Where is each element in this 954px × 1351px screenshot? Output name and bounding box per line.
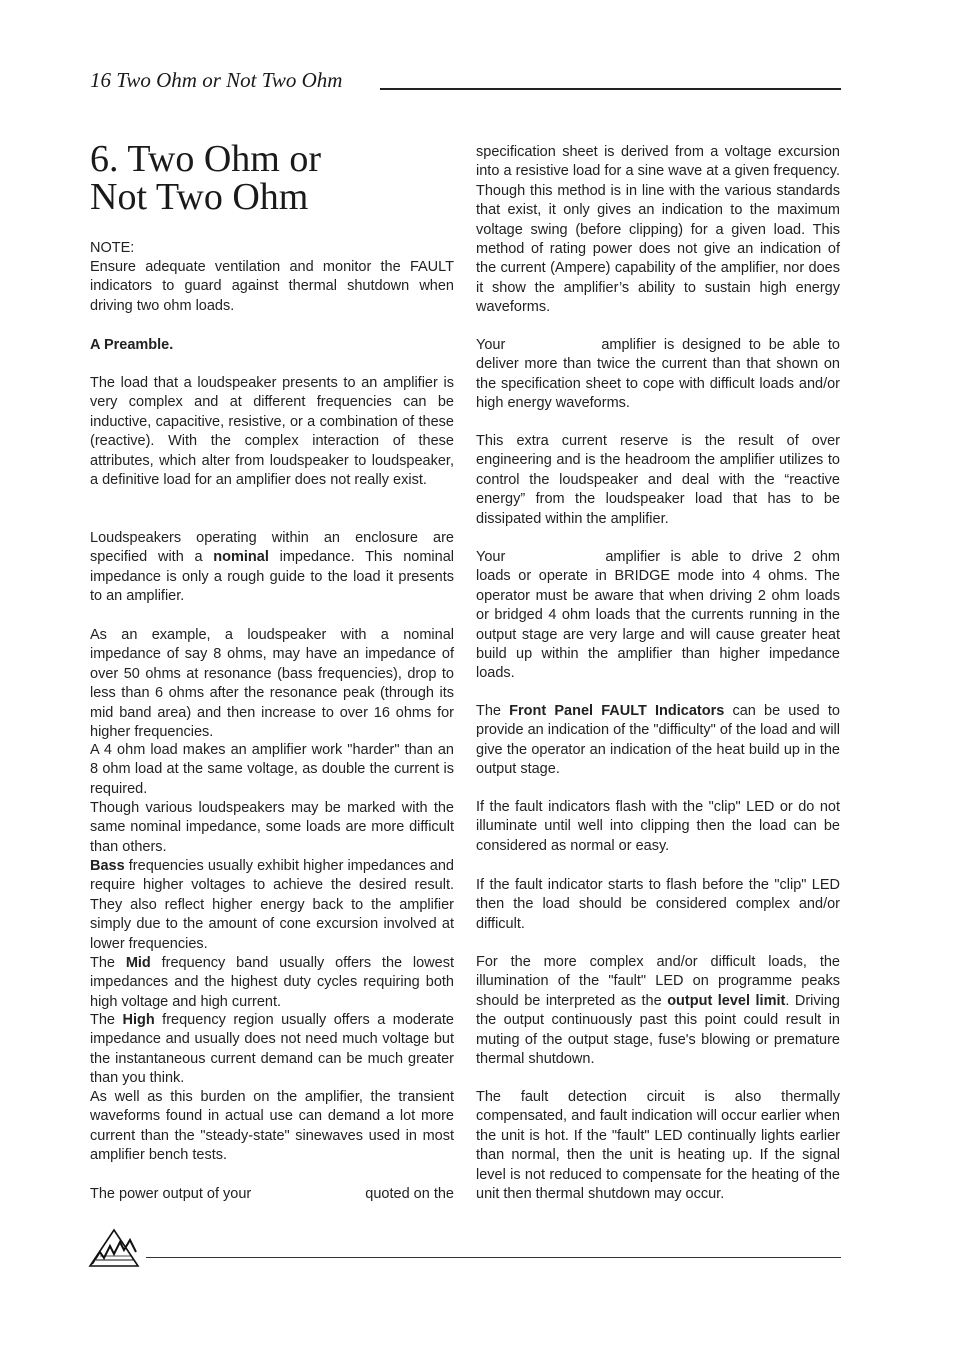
header-rule xyxy=(380,88,841,90)
bold-term: High xyxy=(122,1012,155,1028)
text-run: frequencies usually exhibit higher impedances and require higher voltages to achieve the desired result. They also reflect higher energy back to the amplifier simply due to the amount of cone excursion involved at lower frequencies. xyxy=(90,858,454,952)
text-run: For the more complex and/or difficult loads, the illumination of the "fault" LED on programme peaks should be interpreted as the xyxy=(476,954,840,1009)
paragraph-high xyxy=(90,1011,454,1089)
bold-term: Bass xyxy=(90,858,125,874)
text-run: The xyxy=(90,1012,123,1028)
paragraph-power-output xyxy=(90,1185,454,1204)
text-run: frequency band usually offers the lowest impedances and the highest duty cycles requiring both high voltage and high current. xyxy=(90,955,454,1010)
text-run: can be used to provide an indication of the "difficulty" of the load and will give the operator an indication of the heat build up in the output stage. xyxy=(476,703,841,778)
text-run: frequency region usually offers a moderate impedance and usually does not need much voltage but the instantaneous current demand can be much greater than you think. xyxy=(90,1012,454,1087)
chapter-title xyxy=(90,140,321,216)
paragraph-transient: As well as this burden on the amplifier, the transient waveforms found in actual use can demand a lot more current than the "steady-state" sinewaves used in most amplifier bench tests. xyxy=(90,1089,454,1164)
preamble-heading xyxy=(90,336,454,355)
paragraph-four-ohm: A 4 ohm load makes an amplifier work "harder" than an 8 ohm load at the same voltage, as double the current is required. xyxy=(90,742,454,797)
text-run: amplifier is able to drive 2 ohm loads or operate in BRIDGE mode into 4 ohms. The operator must be aware that when driving 2 ohm loads or bridged 4 ohm loads that the currents running in the output stage are very large and will cause greater heat build up within the amplifier than higher impedance loads. xyxy=(476,549,840,682)
text-run: The power output of your xyxy=(90,1186,252,1202)
text-run: The xyxy=(476,703,510,719)
note-label: NOTE: xyxy=(90,240,135,256)
paragraph-specification-sheet: specification sheet is derived from a voltage excursion into a resistive load for a sine wave at a given frequency. Though this method is in line with the various standards that exist, it only gives an indication to the maximum voltage swing (before clipping) for a given load. This method of rating power does not give an indication of the current (Ampere) capability of the amplifier, nor does it show the amplifier’s ability to sustain high energy waveforms. xyxy=(476,144,840,316)
paragraph-bass xyxy=(90,857,454,954)
brand-logo-icon xyxy=(88,1226,140,1268)
paragraph-output-level-limit xyxy=(476,953,840,1069)
paragraph-nominal-impedance xyxy=(90,529,454,607)
paragraph-loudspeaker-marking: Though various loudspeakers may be marked with the same nominal impedance, some loads are more difficult than others. xyxy=(90,800,454,855)
text-run: . Driving the output continuously past this point could result in muting of the output stage, fuse's blowing or premature thermal shutdown. xyxy=(476,992,840,1068)
paragraph-two-ohm-loads xyxy=(476,548,840,684)
paragraph-impedance-example: As an example, a loudspeaker with a nominal impedance of say 8 ohms, may have an impedance of over 50 ohms at resonance (bass frequencies), drop to less than 6 ohms after the resonance peak (through its mid band area) and then increase to over 16 ohms for higher frequencies. xyxy=(90,627,454,741)
preamble-heading-text: A Preamble. xyxy=(90,337,174,353)
text-run: quoted on the xyxy=(365,1186,454,1202)
chapter-title-line-2: Not Two Ohm xyxy=(90,176,309,218)
running-header: 16 Two Ohm or Not Two Ohm xyxy=(90,68,343,92)
paragraph-current-reserve: This extra current reserve is the result of over engineering and is the headroom the amplifier utilizes to control the loudspeaker and deal with the “reactive energy” from the loudspeaker load that has to be dissipated within the amplifier. xyxy=(476,433,840,527)
paragraph-thermal-compensation: The fault detection circuit is also thermally compensated, and fault indication will occur earlier when the unit is hot. If the "fault" LED continually lights earlier than normal, then the unit is heating up. If the signal level is not reduced to compensate for the heating of the unit then thermal shutdown may occur. xyxy=(476,1089,840,1203)
note-text: Ensure adequate ventilation and monitor the FAULT indicators to guard against thermal shutdown when driving two ohm loads. xyxy=(90,259,454,314)
text-run: Your xyxy=(476,549,506,565)
chapter-title-line-1: 6. Two Ohm or xyxy=(90,138,321,180)
paragraph-load-complexity: The load that a loudspeaker presents to an amplifier is very complex and at different frequencies can be inductive, capacitive, resistive, or a combination of these (reactive). With the complex interaction of these attributes, which alter from loudspeaker to loudspeaker, a definitive load for an amplifier does not really exist. xyxy=(90,375,454,489)
bold-term: Front Panel FAULT Indicators xyxy=(509,703,725,719)
paragraph-complex-load: If the fault indicator starts to flash before the "clip" LED then the load should be considered complex and/or difficult. xyxy=(476,877,840,932)
bold-term: Mid xyxy=(125,955,151,971)
paragraph-normal-load: If the fault indicators flash with the "clip" LED or do not illuminate until well into clipping then the load can be considered as normal or easy. xyxy=(476,799,840,854)
paragraph-mid xyxy=(90,954,454,1012)
footer-rule xyxy=(146,1257,841,1258)
text-run: The xyxy=(90,955,126,971)
text-run: Your xyxy=(476,337,506,353)
text-run: impedance. This nominal impedance is only a rough guide to the load it presents to an amplifier. xyxy=(90,549,454,605)
text-run: amplifier is designed to be able to deliver more than twice the current than that shown on the specification sheet to cope with difficult loads and/or high energy waveforms. xyxy=(476,337,840,412)
bold-term: output level limit xyxy=(667,992,786,1009)
bold-term: nominal xyxy=(213,549,269,566)
paragraph-current-capability xyxy=(476,336,840,414)
paragraph-fault-indicators xyxy=(476,702,840,780)
text-run: Loudspeakers operating within an enclosure are specified with a xyxy=(90,530,454,566)
